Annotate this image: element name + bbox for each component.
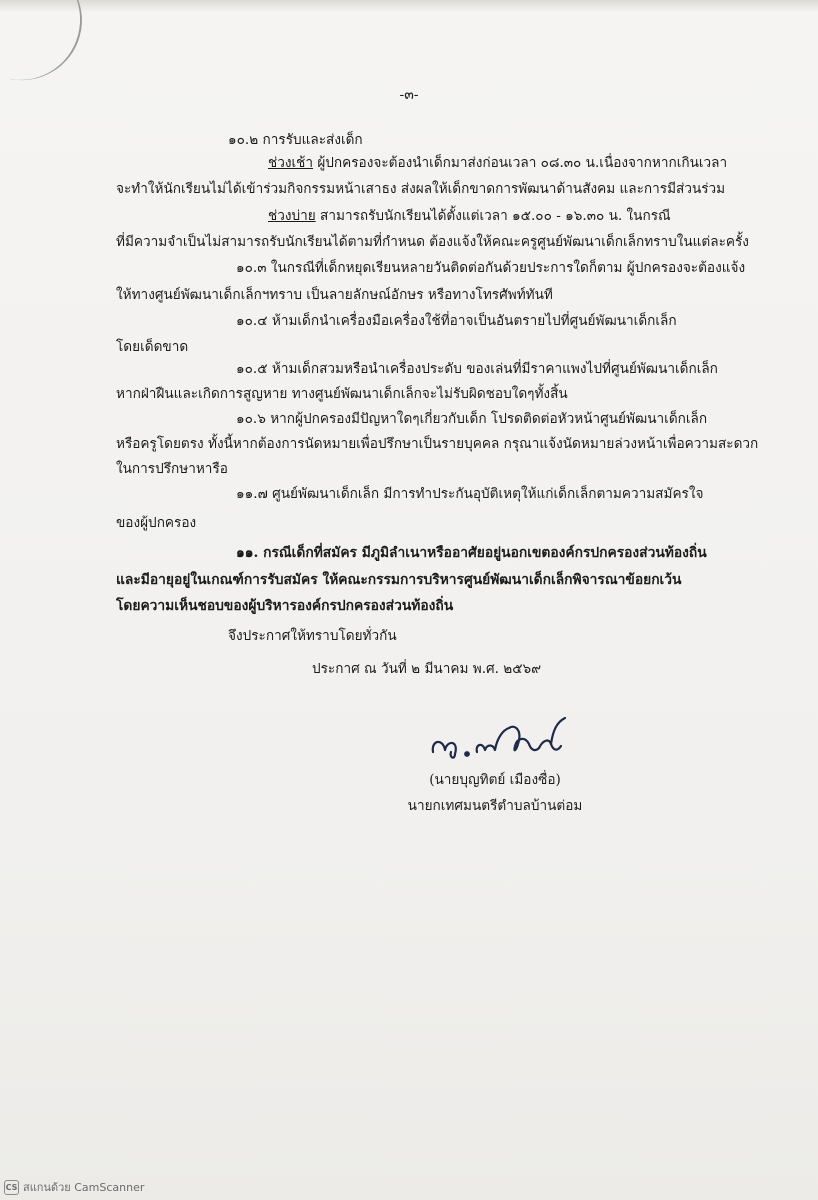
handwritten-signature	[425, 700, 575, 770]
underlined-heading: ช่วงเช้า	[268, 155, 314, 171]
text-line	[236, 258, 745, 278]
line-text: สามารถรับนักเรียนได้ตั้งแต่เวลา ๑๕.๐๐ - ๑๖.๓๐ น. ในกรณี	[315, 208, 671, 224]
text-line	[116, 459, 228, 479]
line-text: โดยเด็ดขาด	[116, 339, 189, 355]
text-line	[236, 543, 707, 563]
text-line	[228, 130, 363, 150]
text-line	[268, 206, 671, 226]
text-line	[312, 659, 541, 679]
text-line	[116, 596, 453, 616]
line-text: และมีอายุอยู่ในเกณฑ์การรับสมัคร ให้คณะกรรมการบริหารศูนย์พัฒนาเด็กเล็กพิจารณาข้อยกเว้น	[116, 572, 682, 588]
line-text: ในการปรึกษาหารือ	[116, 461, 228, 477]
line-text: ที่มีความจำเป็นไม่สามารถรับนักเรียนได้ตามที่กำหนด ต้องแจ้งให้คณะครูศูนย์พัฒนาเด็กเล็กทราบในแต่ละครั้ง	[116, 234, 749, 250]
line-text: ๑๑.๗ ศูนย์พัฒนาเด็กเล็ก มีการทำประกันอุบัติเหตุให้แก่เด็กเล็กตามความสมัครใจ	[236, 486, 704, 502]
text-line	[116, 337, 188, 357]
text-line	[116, 513, 196, 533]
line-text: ๑๑. กรณีเด็กที่สมัคร มีภูมิลำเนาหรืออาศัยอยู่นอกเขตองค์กรปกครองส่วนท้องถิ่น	[236, 545, 707, 561]
line-text: ๑๐.๓ ในกรณีที่เด็กหยุดเรียนหลายวันติดต่อกันด้วยประการใดก็ตาม ผู้ปกครองจะต้องแจ้ง	[236, 260, 746, 276]
line-text: โดยความเห็นชอบของผู้บริหารองค์กรปกครองส่วนท้องถิ่น	[116, 598, 454, 614]
line-text: จะทำให้นักเรียนไม่ได้เข้าร่วมกิจกรรมหน้าเสาธง ส่งผลให้เด็กขาดการพัฒนาด้านสังคม และการมีส่วนร่วม	[116, 181, 726, 197]
text-line	[236, 359, 718, 379]
camscanner-watermark	[4, 1178, 144, 1196]
text-line	[116, 434, 758, 454]
line-text: ประกาศ ณ วันที่ ๒ มีนาคม พ.ศ. ๒๕๖๙	[312, 661, 542, 677]
camscanner-label: สแกนด้วย CamScanner	[23, 1181, 145, 1194]
line-text: หรือครูโดยตรง ทั้งนี้หากต้องการนัดหมายเพื่อปรึกษาเป็นรายบุคคล กรุณาแจ้งนัดหมายล่วงหน้าเพื่อความสะดวก	[116, 436, 759, 452]
underlined-heading: ช่วงบ่าย	[268, 208, 316, 224]
line-text: จึงประกาศให้ทราบโดยทั่วกัน	[228, 628, 397, 644]
text-line	[116, 179, 725, 199]
line-text: ๑๐.๒ การรับและส่งเด็ก	[228, 132, 363, 148]
line-text: ของผู้ปกครอง	[116, 515, 197, 531]
text-line	[236, 484, 703, 504]
page-number: -๓-	[399, 87, 419, 103]
signatory-name: (นายบุญทิตย์ เมืองซื่อ)	[429, 772, 561, 788]
text-line	[116, 285, 553, 305]
line-text: ผู้ปกครองจะต้องนำเด็กมาส่งก่อนเวลา ๐๘.๓๐ น.เนื่องจากหากเกินเวลา	[313, 155, 728, 171]
paper-corner-fold	[0, 0, 95, 94]
line-text: ให้ทางศูนย์พัฒนาเด็กเล็กฯทราบ เป็นลายลักษณ์อักษร หรือทางโทรศัพท์ทันที	[116, 287, 553, 303]
text-line	[116, 232, 749, 252]
line-text: ๑๐.๔ ห้ามเด็กนำเครื่องมือเครื่องใช้ที่อาจเป็นอันตรายไปที่ศูนย์พัฒนาเด็กเล็ก	[236, 313, 677, 329]
text-line	[268, 153, 727, 173]
paper-top-edge	[0, 0, 818, 12]
text-line	[116, 384, 568, 404]
line-text: ๑๐.๕ ห้ามเด็กสวมหรือนำเครื่องประดับ ของเล่นที่มีราคาแพงไปที่ศูนย์พัฒนาเด็กเล็ก	[236, 361, 718, 377]
text-line	[236, 409, 707, 429]
signatory-title: นายกเทศมนตรีตำบลบ้านต่อม	[407, 798, 583, 814]
text-line	[236, 311, 677, 331]
text-line	[228, 626, 397, 646]
line-text: ๑๐.๖ หากผู้ปกครองมีปัญหาใดๆเกี่ยวกับเด็ก โปรดติดต่อหัวหน้าศูนย์พัฒนาเด็กเล็ก	[236, 411, 708, 427]
camscanner-logo-icon: CS	[4, 1180, 19, 1195]
line-text: หากฝ่าฝืนและเกิดการสูญหาย ทางศูนย์พัฒนาเด็กเล็กจะไม่รับผิดชอบใดๆทั้งสิ้น	[116, 386, 568, 402]
text-line	[116, 570, 681, 590]
